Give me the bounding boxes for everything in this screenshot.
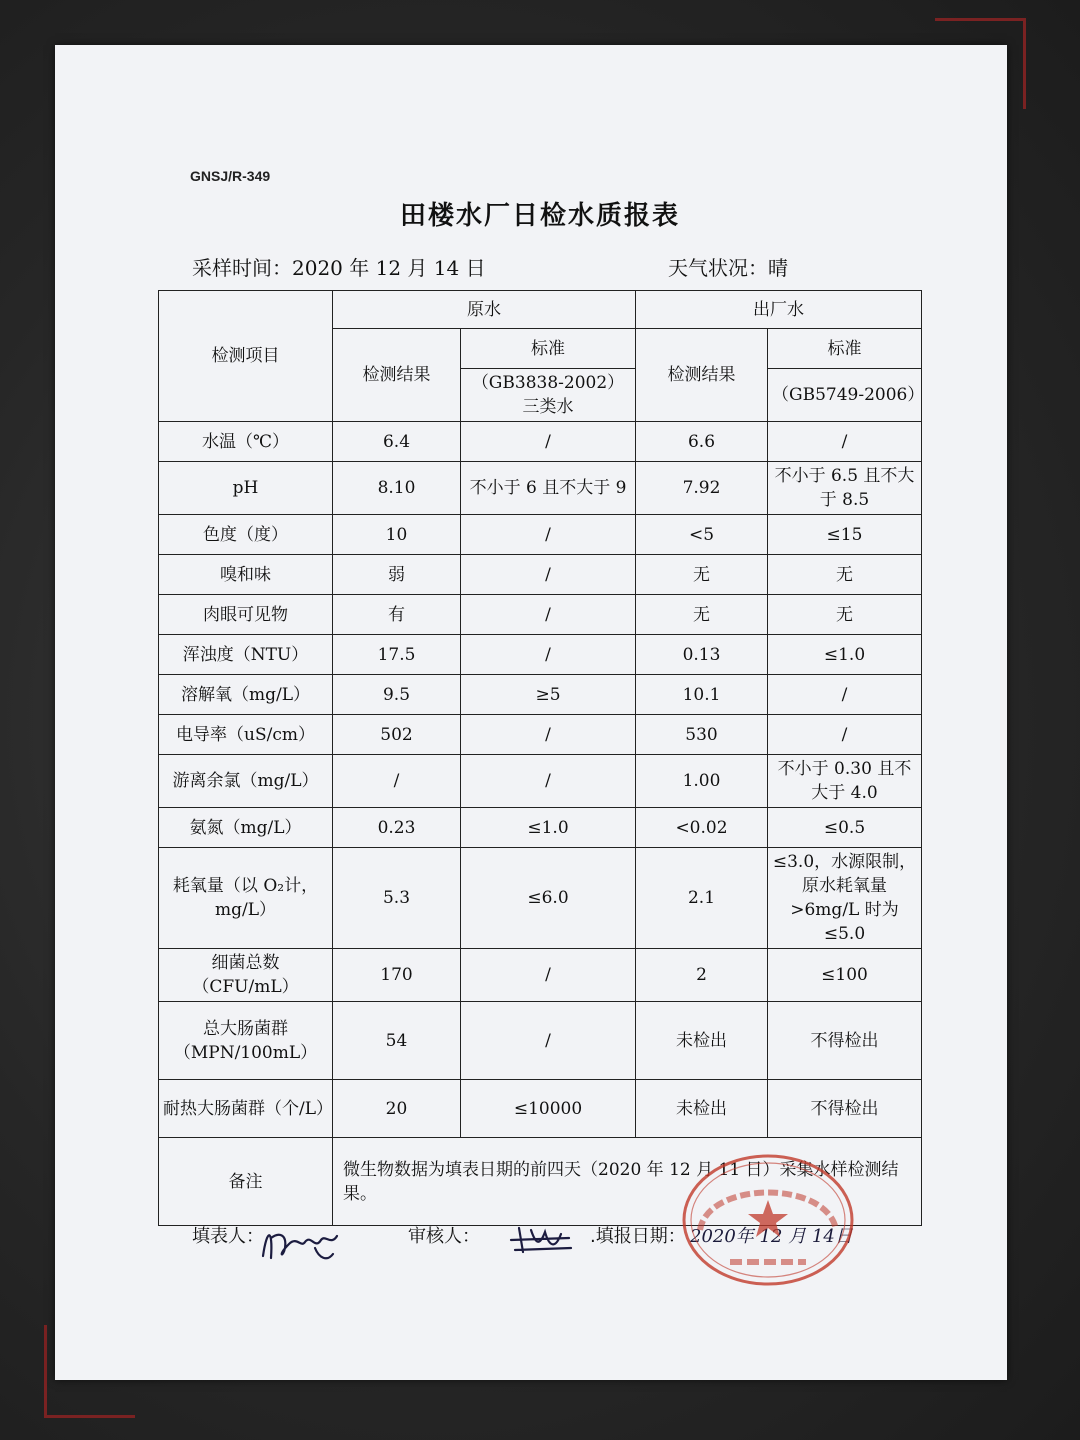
- raw-result-cell: 9.5: [333, 675, 461, 715]
- item-name-cell: 色度（度）: [159, 515, 333, 555]
- table-row: [159, 635, 922, 675]
- item-header: 检测项目: [159, 291, 333, 422]
- item-name-cell: 总大肠菌群（MPN/100mL）: [159, 1002, 333, 1080]
- outlet-result-cell: 0.13: [636, 635, 768, 675]
- raw-standard-cell: ≤6.0: [461, 848, 636, 949]
- outlet-standard-cell: ≤1.0: [768, 635, 922, 675]
- raw-result-cell: 10: [333, 515, 461, 555]
- raw-standard-ref: （GB3838-2002）三类水: [461, 369, 636, 422]
- outlet-result-cell: 无: [636, 595, 768, 635]
- outlet-result-cell: 7.92: [636, 462, 768, 515]
- raw-standard-cell: /: [461, 555, 636, 595]
- official-red-stamp: [678, 1150, 858, 1290]
- raw-standard-cell: ≥5: [461, 675, 636, 715]
- outlet-standard-cell: 无: [768, 595, 922, 635]
- weather: 天气状况：晴: [668, 256, 788, 280]
- outlet-result-cell: 530: [636, 715, 768, 755]
- document-title: 田楼水厂日检水质报表: [399, 201, 680, 231]
- raw-result-cell: 502: [333, 715, 461, 755]
- raw-standard-cell: /: [461, 422, 636, 462]
- date-label: .填报日期：: [590, 1226, 686, 1247]
- table-row: [159, 1080, 922, 1138]
- item-name-cell: 肉眼可见物: [159, 595, 333, 635]
- remarks-label: 备注: [159, 1138, 333, 1226]
- raw-result-cell: 20: [333, 1080, 461, 1138]
- raw-standard-cell: /: [461, 515, 636, 555]
- outlet-standard-cell: 不小于 6.5 且不大于 8.5: [768, 462, 922, 515]
- item-name-cell: 水温（℃）: [159, 422, 333, 462]
- item-name-cell: 电导率（uS/cm）: [159, 715, 333, 755]
- outlet-result-cell: <5: [636, 515, 768, 555]
- table-row: [159, 1002, 922, 1080]
- outlet-standard-cell: ≤100: [768, 949, 922, 1002]
- raw-standard-cell: /: [461, 635, 636, 675]
- outlet-standard-header: 标准: [768, 329, 922, 369]
- outlet-result-cell: 未检出: [636, 1002, 768, 1080]
- outlet-standard-cell: 不小于 0.30 且不大于 4.0: [768, 755, 922, 808]
- raw-result-cell: 17.5: [333, 635, 461, 675]
- outlet-standard-cell: 无: [768, 555, 922, 595]
- table-row: [159, 808, 922, 848]
- outlet-standard-cell: /: [768, 715, 922, 755]
- raw-result-cell: 弱: [333, 555, 461, 595]
- raw-standard-cell: /: [461, 595, 636, 635]
- outlet-result-header: 检测结果: [636, 329, 768, 422]
- item-name-cell: 耐热大肠菌群（个/L）: [159, 1080, 333, 1138]
- raw-standard-cell: /: [461, 1002, 636, 1080]
- outlet-standard-cell: /: [768, 422, 922, 462]
- raw-result-cell: 6.4: [333, 422, 461, 462]
- raw-result-cell: 有: [333, 595, 461, 635]
- outlet-water-header: 出厂水: [636, 291, 922, 329]
- table-row: [159, 755, 922, 808]
- table-row: [159, 462, 922, 515]
- outlet-standard-cell: ≤3.0，水源限制，原水耗氧量>6mg/L 时为≤5.0: [768, 848, 922, 949]
- table-row: [159, 555, 922, 595]
- raw-standard-cell: 不小于 6 且不大于 9: [461, 462, 636, 515]
- raw-result-cell: 8.10: [333, 462, 461, 515]
- table-row: [159, 949, 922, 1002]
- filler-label: 填表人：: [192, 1226, 264, 1247]
- outlet-result-cell: <0.02: [636, 808, 768, 848]
- table-row: [159, 675, 922, 715]
- raw-standard-cell: /: [461, 715, 636, 755]
- outlet-standard-cell: /: [768, 675, 922, 715]
- outlet-standard-cell: ≤0.5: [768, 808, 922, 848]
- outlet-standard-cell: ≤15: [768, 515, 922, 555]
- table-row: [159, 715, 922, 755]
- table-row: [159, 422, 922, 462]
- filler-signature: [255, 1218, 345, 1268]
- raw-standard-cell: ≤10000: [461, 1080, 636, 1138]
- outlet-standard-ref: （GB5749-2006）: [768, 369, 922, 422]
- raw-water-header: 原水: [333, 291, 636, 329]
- outlet-result-cell: 6.6: [636, 422, 768, 462]
- raw-result-cell: /: [333, 755, 461, 808]
- item-name-cell: 细菌总数（CFU/mL）: [159, 949, 333, 1002]
- outlet-result-cell: 未检出: [636, 1080, 768, 1138]
- raw-result-cell: 54: [333, 1002, 461, 1080]
- reviewer-label: 审核人：: [408, 1226, 480, 1247]
- outlet-standard-cell: 不得检出: [768, 1002, 922, 1080]
- outlet-result-cell: 10.1: [636, 675, 768, 715]
- remarks-text: 微生物数据为填表日期的前四天（2020 年 12 月 11 日）采集水样检测结果。: [333, 1138, 922, 1226]
- table-row: [159, 515, 922, 555]
- outlet-result-cell: 无: [636, 555, 768, 595]
- raw-standard-header: 标准: [461, 329, 636, 369]
- water-quality-table: [158, 290, 925, 1226]
- raw-result-header: 检测结果: [333, 329, 461, 422]
- item-name-cell: 溶解氧（mg/L）: [159, 675, 333, 715]
- table-row: [159, 595, 922, 635]
- raw-result-cell: 170: [333, 949, 461, 1002]
- item-name-cell: 嗅和味: [159, 555, 333, 595]
- sampling-time: 采样时间：2020 年 12 月 14 日: [192, 256, 486, 280]
- outlet-standard-cell: 不得检出: [768, 1080, 922, 1138]
- item-name-cell: 氨氮（mg/L）: [159, 808, 333, 848]
- handwritten-date: 2020年 12 月 14日: [690, 1226, 853, 1247]
- item-name-cell: 游离余氯（mg/L）: [159, 755, 333, 808]
- item-name-cell: pH: [159, 462, 333, 515]
- table-row: [159, 848, 922, 949]
- item-name-cell: 耗氧量（以 O₂计，mg/L）: [159, 848, 333, 949]
- outlet-result-cell: 1.00: [636, 755, 768, 808]
- document-code: GNSJ/R-349: [190, 168, 271, 184]
- raw-standard-cell: ≤1.0: [461, 808, 636, 848]
- outlet-result-cell: 2: [636, 949, 768, 1002]
- item-name-cell: 浑浊度（NTU）: [159, 635, 333, 675]
- raw-result-cell: 5.3: [333, 848, 461, 949]
- raw-result-cell: 0.23: [333, 808, 461, 848]
- reviewer-signature: [505, 1220, 580, 1260]
- raw-standard-cell: /: [461, 949, 636, 1002]
- table-body: [159, 422, 922, 1138]
- outlet-result-cell: 2.1: [636, 848, 768, 949]
- raw-standard-cell: /: [461, 755, 636, 808]
